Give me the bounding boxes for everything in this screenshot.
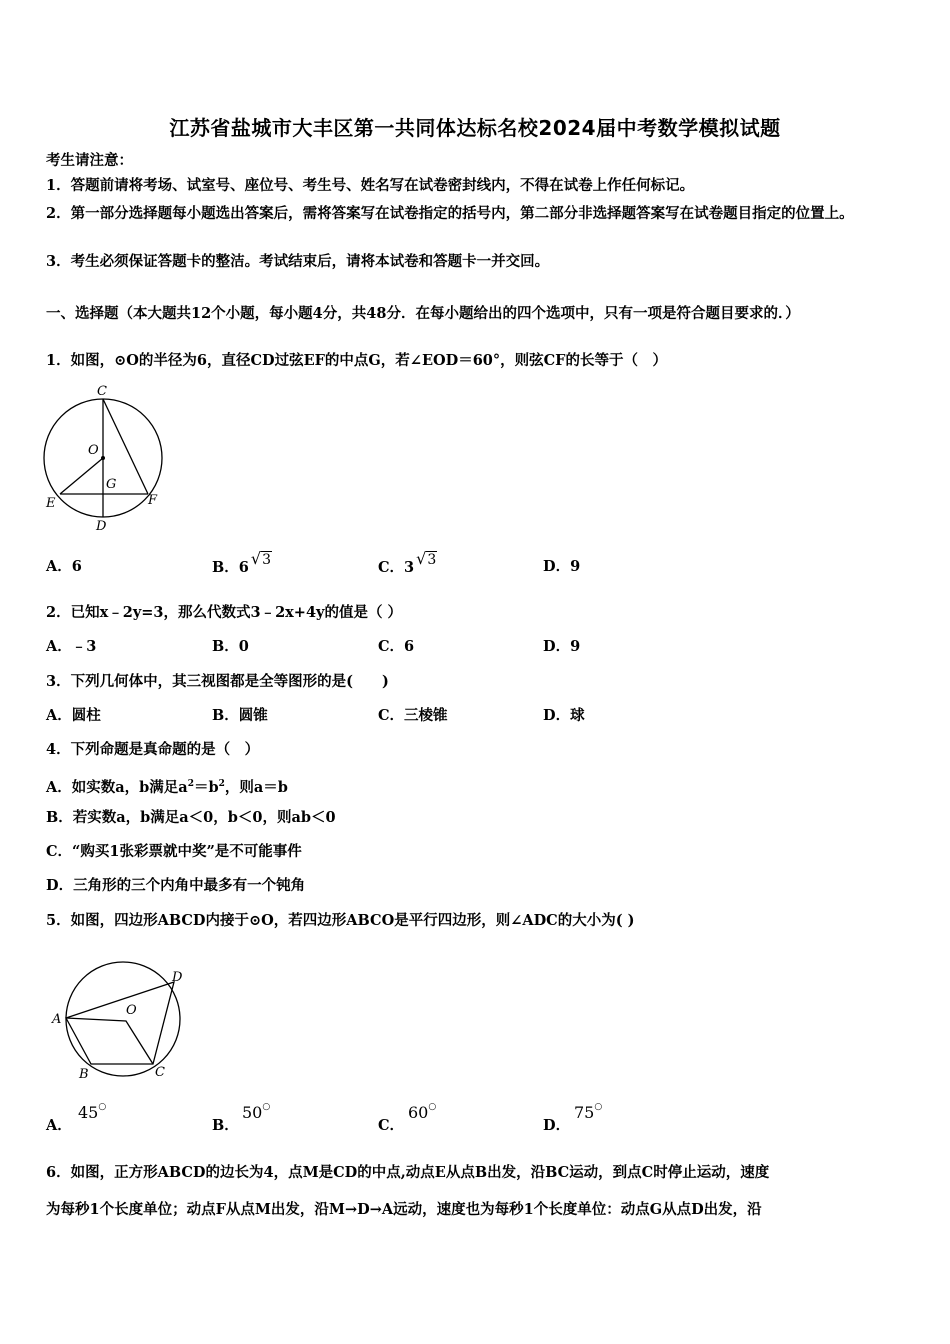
question-2-option-c: C．6 [378,638,415,655]
notice-item-3: 3．考生必须保证答题卡的整洁。考试结束后，请将本试卷和答题卡一并交回。 [46,253,550,270]
question-5-option-b: B． [212,1117,239,1134]
label-c: C [155,1065,165,1080]
question-5-option-a: A． [46,1117,72,1134]
question-5-value-b: 50○ [242,1102,271,1122]
label-a: A [52,1012,62,1027]
question-5-value-a: 45○ [78,1102,107,1122]
question-2-option-a: A．﹣3 [46,638,97,655]
segment-oe [60,458,103,494]
question-1-option-a: A．6 [46,558,82,575]
label-c: C [97,384,107,399]
question-4-option-b: B．若实数a，b满足a＜0，b＜0，则ab＜0 [46,809,336,826]
question-2-stem: 2．已知x﹣2y=3，那么代数式3﹣2x+4y的值是（ ） [46,604,403,621]
question-1-option-d: D．9 [543,558,581,575]
question-6-line-2: 为每秒1个长度单位；动点F从点M出发，沿M→D→A远动，速度也为每秒1个长度单位：动点G从点D出发，沿 [46,1201,762,1218]
question-4-option-a: A．如实数a，b满足$a^2=b^2$，则a＝b [46,779,288,796]
question-5-stem: 5．如图，四边形ABCD内接于⊙O，若四边形ABCO是平行四边形，则∠ADC的大小为( ) [46,912,635,929]
label-d: D [172,970,183,985]
question-2-option-d: D．9 [543,638,581,655]
question-1-option-b: B．6 √3 [212,549,271,576]
exam-title: 江苏省盐城市大丰区第一共同体达标名校2024届中考数学模拟试题 [169,116,781,140]
question-3-stem: 3．下列几何体中，其三视图都是全等图形的是( ) [46,673,389,690]
question-1-stem: 1．如图，⊙O的半径为6，直径CD过弦EF的中点G，若∠EOD＝60°，则弦CF的长等于（ ） [46,352,667,369]
label-g: G [106,477,117,492]
question-6-line-1: 6．如图，正方形ABCD的边长为4，点M是CD的中点,动点E从点B出发，沿BC运动，到点C时停止运动，速度 [46,1164,770,1181]
question-3-option-b: B．圆锥 [212,707,268,724]
question-5-option-c: C． [378,1117,405,1134]
question-2-option-b: B．0 [212,638,249,655]
section-heading: 一、选择题（本大题共12个小题，每小题4分，共48分．在每小题给出的四个选项中，只有一项是符合题目要求的．） [46,305,800,322]
question-4-option-d: D．三角形的三个内角中最多有一个钝角 [46,877,306,894]
center-point [101,456,105,460]
question-3-option-c: C．三棱锥 [378,707,448,724]
question-1-option-c: C．3 √3 [378,549,437,576]
question-5-value-d: 75○ [574,1102,603,1122]
label-f: F [148,493,158,508]
label-o: O [126,1003,137,1018]
question-5-value-c: 60○ [408,1102,437,1122]
question-3-option-a: A．圆柱 [46,707,101,724]
label-b: B [79,1067,89,1082]
question-4-stem: 4．下列命题是真命题的是（ ） [46,741,260,758]
question-1-figure [40,380,170,535]
radicand-b: 3 [262,552,271,568]
radicand-c: 3 [427,552,437,568]
question-3-option-d: D．球 [543,707,585,724]
notice-heading: 考生请注意： [46,152,133,169]
question-4-option-c: C．“购买1张彩票就中奖”是不可能事件 [46,843,302,860]
question-5-option-d: D． [543,1117,571,1134]
label-e: E [46,496,56,511]
notice-item-1: 1．答题前请将考场、试室号、座位号、考生号、姓名写在试卷密封线内，不得在试卷上作任何标记。 [46,177,695,194]
notice-item-2: 2．第一部分选择题每小题选出答案后，需将答案写在试卷指定的括号内，第二部分非选择题答案写在试卷题目指定的位置上。 [46,205,854,222]
label-o: O [88,443,99,458]
question-5-figure [46,960,196,1085]
label-d: D [96,519,107,534]
quadrilateral-abcd [66,982,174,1064]
